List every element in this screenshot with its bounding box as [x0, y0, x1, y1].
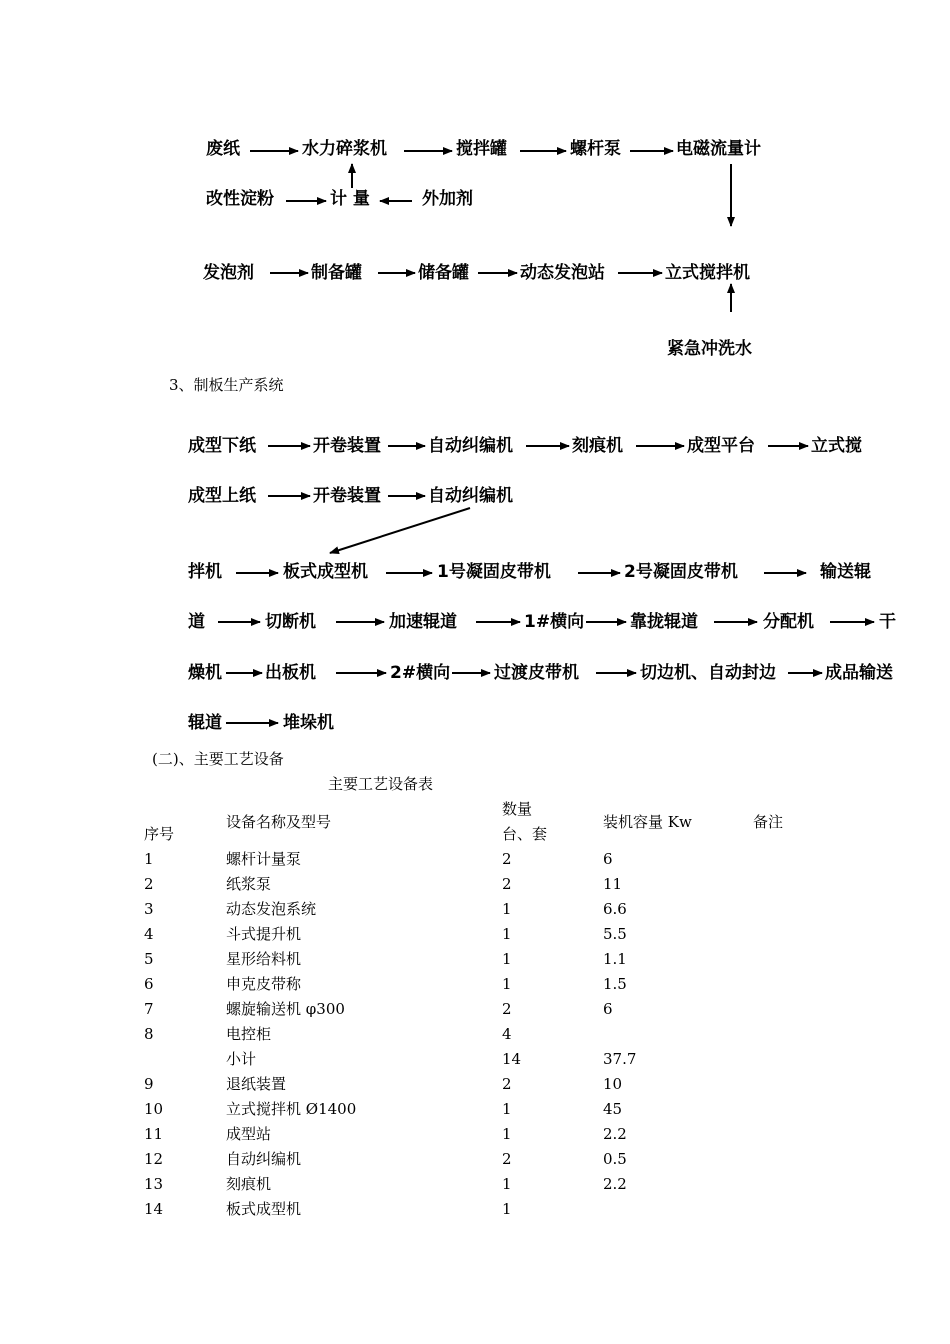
cell-qty: 1 — [502, 1200, 512, 1218]
cell-qty: 4 — [502, 1025, 512, 1043]
cell-name: 刻痕机 — [226, 1175, 272, 1193]
cell-name: 申克皮带称 — [226, 975, 302, 993]
node-transverse-2: 2#横向 — [390, 663, 451, 683]
section-title-board-production: 3、制板生产系统 — [169, 376, 284, 394]
cell-name: 板式成型机 — [226, 1200, 302, 1218]
node-mixing-tank: 搅拌罐 — [456, 139, 507, 159]
node-auto-weave-2: 自动纠编机 — [428, 486, 513, 506]
cell-name: 成型站 — [226, 1125, 272, 1143]
node-upper-paper: 成型上纸 — [188, 486, 256, 506]
node-plate-forming: 板式成型机 — [283, 562, 368, 582]
cell-power: 37.7 — [603, 1050, 637, 1068]
node-waste-paper: 废纸 — [206, 139, 240, 159]
table-caption: 主要工艺设备表 — [328, 775, 434, 793]
cell-qty: 2 — [502, 1000, 512, 1018]
cell-no: 2 — [144, 875, 154, 893]
node-accel-track: 加速辊道 — [389, 612, 457, 632]
node-stacker: 堆垛机 — [283, 713, 334, 733]
cell-no: 8 — [144, 1025, 154, 1043]
header-no: 序号 — [144, 825, 175, 843]
cell-no: 7 — [144, 1000, 154, 1018]
cell-qty: 1 — [502, 1100, 512, 1118]
cell-qty: 1 — [502, 1175, 512, 1193]
cell-name: 退纸装置 — [226, 1075, 287, 1093]
cell-power: 2.2 — [603, 1125, 627, 1143]
node-screw-pump: 螺杆泵 — [570, 139, 621, 159]
cell-power: 11 — [603, 875, 623, 893]
cell-power: 5.5 — [603, 925, 627, 943]
cell-name: 自动纠编机 — [226, 1150, 302, 1168]
cell-power: 1.5 — [603, 975, 627, 993]
node-rack-roller: 靠拢辊道 — [630, 612, 698, 632]
node-unloader: 出板机 — [265, 663, 316, 683]
node-prep-tank: 制备罐 — [311, 263, 362, 283]
cell-no: 12 — [144, 1150, 164, 1168]
section-title-main-equipment: (二)、主要工艺设备 — [152, 750, 284, 768]
header-qty-line2: 台、套 — [502, 825, 548, 843]
cell-qty: 1 — [502, 950, 512, 968]
node-lower-paper: 成型下纸 — [188, 436, 256, 456]
node-flush-water: 紧急冲洗水 — [667, 339, 752, 359]
cell-qty: 2 — [502, 850, 512, 868]
cell-no: 10 — [144, 1100, 164, 1118]
cell-no: 11 — [144, 1125, 164, 1143]
cell-power: 6 — [603, 1000, 613, 1018]
cell-no: 5 — [144, 950, 154, 968]
cell-power: 6.6 — [603, 900, 627, 918]
cell-power: 0.5 — [603, 1150, 627, 1168]
cell-no: 13 — [144, 1175, 164, 1193]
node-flowmeter: 电磁流量计 — [676, 139, 761, 159]
cell-no: 6 — [144, 975, 154, 993]
node-foam-station: 动态发泡站 — [520, 263, 605, 283]
cell-qty: 1 — [502, 900, 512, 918]
cell-no: 3 — [144, 900, 154, 918]
header-name: 设备名称及型号 — [226, 813, 332, 831]
cell-name: 纸浆泵 — [226, 875, 272, 893]
node-belt-2: 2号凝固皮带机 — [624, 562, 738, 582]
cell-name: 螺杆计量泵 — [226, 850, 302, 868]
node-transition-belt: 过渡皮带机 — [494, 663, 579, 683]
cell-name: 斗式提升机 — [226, 925, 302, 943]
node-foaming-agent: 发泡剂 — [203, 263, 254, 283]
cell-no: 4 — [144, 925, 154, 943]
node-unwind-2: 开卷装置 — [313, 486, 381, 506]
cell-qty: 2 — [502, 1075, 512, 1093]
cell-power: 1.1 — [603, 950, 627, 968]
cell-name: 小计 — [226, 1050, 257, 1068]
node-storage-tank: 储备罐 — [418, 263, 469, 283]
node-edge-trim: 切边机、自动封边 — [640, 663, 776, 683]
cell-power: 10 — [603, 1075, 623, 1093]
node-track: 道 — [188, 612, 205, 632]
cell-name: 电控柜 — [226, 1025, 272, 1043]
node-product-conveyor: 成品输送 — [825, 663, 893, 683]
node-metering: 计 量 — [330, 189, 370, 209]
header-remark: 备注 — [753, 813, 784, 831]
cell-name: 螺旋输送机 φ300 — [226, 1000, 345, 1018]
cell-no: 9 — [144, 1075, 154, 1093]
node-auto-weave-1: 自动纠编机 — [428, 436, 513, 456]
cell-power: 2.2 — [603, 1175, 627, 1193]
node-dry-part: 干 — [879, 612, 896, 632]
cell-no: 14 — [144, 1200, 164, 1218]
node-scoring: 刻痕机 — [572, 436, 623, 456]
node-belt-1: 1号凝固皮带机 — [437, 562, 551, 582]
node-unwind-1: 开卷装置 — [313, 436, 381, 456]
cell-qty: 1 — [502, 975, 512, 993]
node-cutter: 切断机 — [265, 612, 316, 632]
cell-no: 1 — [144, 850, 154, 868]
node-pulper: 水力碎浆机 — [302, 139, 387, 159]
cell-qty: 14 — [502, 1050, 522, 1068]
cell-name: 星形给料机 — [226, 950, 302, 968]
node-vertical-mix-part: 立式搅 — [811, 436, 862, 456]
node-vertical-mixer: 立式搅拌机 — [665, 263, 750, 283]
node-additive: 外加剂 — [422, 189, 473, 209]
node-mixer-tail: 拌机 — [188, 562, 222, 582]
node-conveyor-part: 输送辊 — [820, 562, 871, 582]
cell-qty: 2 — [502, 1150, 512, 1168]
cell-power: 45 — [603, 1100, 623, 1118]
node-distributor: 分配机 — [763, 612, 814, 632]
node-modified-starch: 改性淀粉 — [206, 189, 274, 209]
cell-qty: 2 — [502, 875, 512, 893]
header-power: 装机容量 Kw — [603, 813, 692, 831]
header-qty-line1: 数量 — [502, 800, 533, 818]
cell-qty: 1 — [502, 1125, 512, 1143]
cell-name: 立式搅拌机 Ø1400 — [226, 1100, 357, 1118]
node-transverse-1: 1#横向 — [524, 612, 585, 632]
node-roller-track: 辊道 — [188, 713, 222, 733]
node-dryer-tail: 燥机 — [188, 663, 222, 683]
cell-power: 6 — [603, 850, 613, 868]
node-forming-platform: 成型平台 — [687, 436, 755, 456]
cell-qty: 1 — [502, 925, 512, 943]
cell-name: 动态发泡系统 — [226, 900, 317, 918]
